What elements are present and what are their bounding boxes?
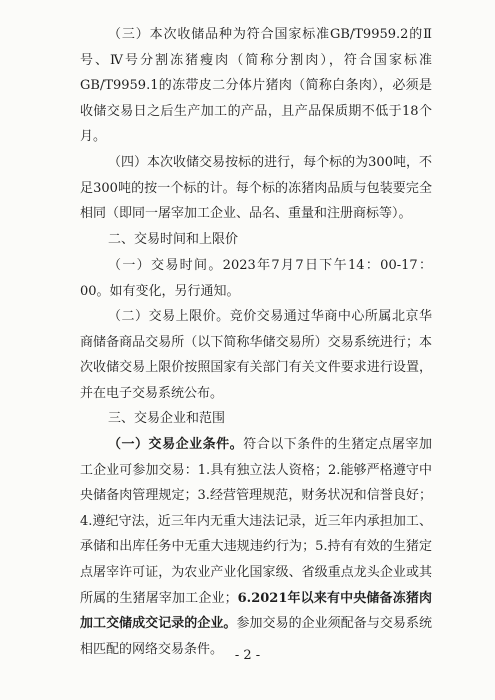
page-number: - 2 - [234, 648, 261, 663]
enterprise-conditions-record: 6.2021年以来有中央储备冻猪肉加工交储成交记录的企业。 [80, 590, 432, 632]
section-heading-enterprises: 三、交易企业和范围 [108, 411, 226, 426]
section-heading-time-price: 二、交易时间和上限价 [108, 232, 239, 247]
enterprise-conditions-network: 参加交易的企业须配备与交易系统相匹配的网络交易条件。 [80, 616, 432, 657]
enterprise-conditions-text: 符合以下条件的生猪定点屠宰加工企业可参加交易：1.具有独立法人资格；2.能够严格遵守中央储备肉管理规定；3.经营管理规范，财务状况和信誉良好；4.遵纪守法，近三年内无重大违法记录，近三年内承担加工、承储和出库任务中无重大违规违约行为；5.持有有效的生猪定点屠宰许可证，为农业产业化国家级、省级重点龙头企业或其所属的生猪屠宰加工企业； [80, 437, 432, 606]
paragraph-price-cap: （二）交易上限价。竞价交易通过华商中心所属北京华商储备商品交易所（以下简称华储交易所）交易系统进行；本次收储交易上限价按照国家有关部门有关文件要求进行设置，并在电子交易系统公布。 [80, 309, 432, 401]
paragraph-variety: （三）本次收储品种为符合国家标准GB/T9959.2的Ⅱ号、Ⅳ号分割冻猪瘦肉（简称分割肉），符合国家标准GB/T9959.1的冻带皮二分体片猪肉（简称白条肉），必须是收储交易日之后生产加工的产品，且产品保质期不低于18个月。 [80, 27, 432, 145]
paragraph-enterprise-conditions [80, 432, 432, 662]
paragraph-lots: （四）本次收储交易按标的进行，每个标的为300吨，不足300吨的按一个标的计。每个标的冻猪肉品质与包装要完全相同（即同一屠宰加工企业、品名、重量和注册商标等）。 [80, 155, 432, 222]
paragraph-trade-time: （一）交易时间。2023年7月7日下午14：00-17：00。如有变化，另行通知。 [80, 258, 432, 299]
enterprise-conditions-lead: （一）交易企业条件。 [108, 437, 244, 452]
